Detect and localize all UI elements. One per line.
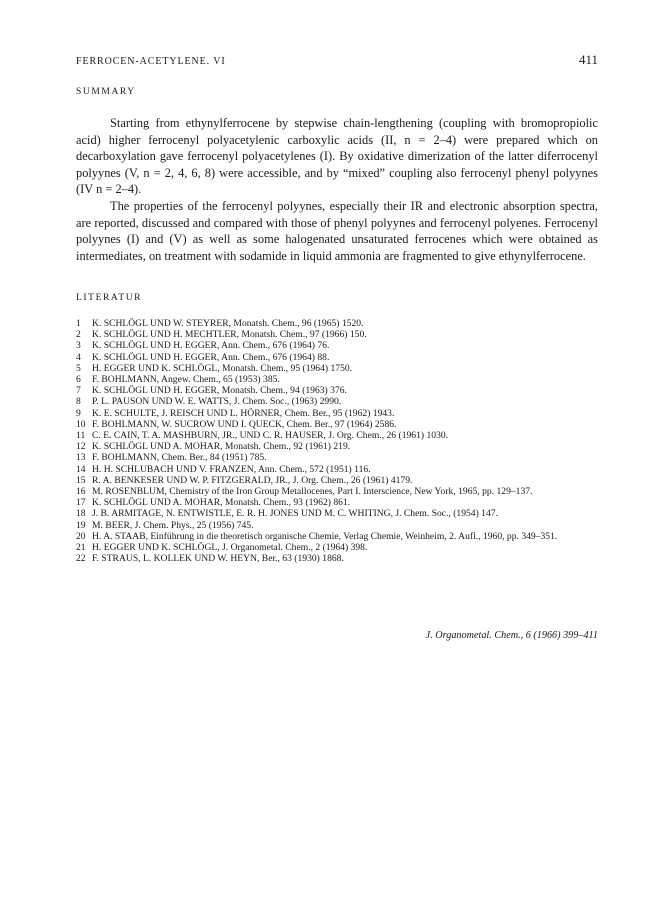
page-number: 411	[578, 52, 598, 67]
reference-text: K. SCHLÖGL UND H. EGGER, Ann. Chem., 676 (1964) 88.	[92, 351, 330, 363]
reference-text: C. E. CAIN, T. A. MASHBURN, JR., UND C. R. HAUSER, J. Org. Chem., 26 (1961) 1030.	[92, 430, 449, 442]
reference-number: 14	[76, 463, 86, 475]
reference-text: H. A. STAAB, Einführung in die theoretisch organische Chemie, Verlag Chemie, Weinheim, 2. Aufl., 1960, pp. 349–351.	[92, 530, 558, 542]
reference-item	[76, 374, 598, 385]
page-header	[76, 52, 598, 68]
reference-item	[76, 508, 598, 519]
reference-number: 15	[76, 474, 86, 486]
reference-item	[76, 419, 598, 430]
reference-item	[76, 464, 598, 475]
reference-number: 16	[76, 486, 86, 498]
reference-item	[76, 486, 598, 497]
reference-number: 1	[76, 318, 81, 329]
reference-item	[76, 452, 598, 463]
reference-number: 3	[76, 340, 81, 352]
summary-heading: SUMMARY	[76, 87, 136, 97]
literature-heading: LITERATUR	[76, 293, 143, 303]
reference-text: H. EGGER UND K. SCHLÖGL, Monatsh. Chem., 95 (1964) 1750.	[92, 362, 353, 374]
reference-number: 18	[76, 508, 86, 520]
reference-number: 9	[76, 407, 81, 419]
reference-number: 11	[76, 430, 86, 442]
reference-number: 21	[76, 542, 86, 554]
running-head: FERROCEN-ACETYLENE. VI	[76, 56, 226, 67]
reference-number: 7	[76, 385, 81, 397]
reference-item	[76, 430, 598, 441]
reference-text: H. H. SCHLUBACH UND V. FRANZEN, Ann. Chem., 572 (1951) 116.	[92, 463, 371, 475]
reference-text: M. ROSENBLUM, Chemistry of the Iron Group Metallocenes, Part I. Interscience, New York, 1965, pp. 129–137.	[92, 486, 533, 498]
reference-text: K. SCHLÖGL UND A. MOHAR, Monatsh. Chem., 92 (1961) 219.	[92, 441, 351, 453]
reference-number: 22	[76, 553, 86, 565]
reference-text: R. A. BENKESER UND W. P. FITZGERALD, JR., J. Org. Chem., 26 (1961) 4179.	[92, 474, 413, 486]
reference-item	[76, 531, 598, 542]
reference-number: 2	[76, 329, 81, 341]
reference-item	[76, 542, 598, 553]
reference-item	[76, 497, 598, 508]
reference-number: 12	[76, 441, 86, 453]
reference-number: 6	[76, 374, 81, 386]
reference-text: F. STRAUS, L. KOLLEK UND W. HEYN, Ber., 63 (1930) 1868.	[92, 553, 344, 565]
reference-item	[76, 385, 598, 396]
reference-number: 13	[76, 452, 86, 464]
reference-text: K. E. SCHULTE, J. REISCH UND L. HÖRNER, Chem. Ber., 95 (1962) 1943.	[92, 407, 395, 419]
reference-item	[76, 396, 598, 407]
reference-item	[76, 520, 598, 531]
reference-number: 10	[76, 418, 86, 430]
summary-paragraph: The properties of the ferrocenyl polyynes, especially their IR and electronic absorption spectra, are reported, discussed and compared with those of phenyl polyynes and ferrocenyl polyenes. Ferrocenyl polyynes (I) and (V) as well as some halogenated unsaturated ferrocenes which were obtained as intermediates, on treatment with sodamide in liquid ammonia are fragmented to give ethynylferrocene.	[76, 198, 598, 263]
reference-text: H. EGGER UND K. SCHLÖGL, J. Organometal. Chem., 2 (1964) 398.	[92, 542, 368, 554]
reference-number: 4	[76, 351, 81, 363]
reference-text: M. BEER, J. Chem. Phys., 25 (1956) 745.	[92, 519, 254, 531]
summary-body	[76, 115, 598, 264]
reference-text: P. L. PAUSON UND W. E. WATTS, J. Chem. Soc., (1963) 2990.	[92, 396, 342, 408]
reference-number: 20	[76, 530, 86, 542]
reference-item	[76, 363, 598, 374]
reference-item	[76, 340, 598, 351]
reference-text: F. BOHLMANN, W. SUCROW UND I. QUECK, Chem. Ber., 97 (1964) 2586.	[92, 418, 397, 430]
reference-text: F. BOHLMANN, Angew. Chem., 65 (1953) 385.	[92, 374, 280, 386]
reference-item	[76, 553, 598, 564]
reference-text: K. SCHLÖGL UND A. MOHAR, Monatsh. Chem., 93 (1962) 861.	[92, 497, 351, 509]
reference-text: K. SCHLÖGL UND W. STEYRER, Monatsh. Chem., 96 (1965) 1520.	[92, 318, 364, 329]
reference-item	[76, 441, 598, 452]
reference-list	[76, 318, 598, 564]
reference-text: K. SCHLÖGL UND H. EGGER, Monatsh. Chem., 94 (1963) 376.	[92, 385, 347, 397]
reference-number: 5	[76, 362, 81, 374]
reference-number: 19	[76, 519, 86, 531]
reference-item	[76, 329, 598, 340]
reference-item	[76, 475, 598, 486]
reference-text: J. B. ARMITAGE, N. ENTWISTLE, E. R. H. JONES UND M. C. WHITING, J. Chem. Soc., (1954) 147.	[92, 508, 498, 520]
reference-number: 8	[76, 396, 81, 408]
reference-text: K. SCHLÖGL UND H. EGGER, Ann. Chem., 676 (1964) 76.	[92, 340, 330, 352]
reference-item	[76, 408, 598, 419]
reference-text: K. SCHLÖGL UND H. MECHTLER, Monatsh. Chem., 97 (1966) 150.	[92, 329, 367, 341]
reference-number: 17	[76, 497, 86, 509]
reference-text: F. BOHLMANN, Chem. Ber., 84 (1951) 785.	[92, 452, 267, 464]
reference-item	[76, 318, 598, 329]
reference-item	[76, 352, 598, 363]
summary-paragraph: Starting from ethynylferrocene by stepwise chain-lengthening (coupling with bromopropiolic acid) higher ferrocenyl polyacetylenic carboxylic acids (II, n = 2–4) were prepared which on decarboxylation gave ferrocenyl polyacetylenes (I). By oxidative dimerization of the latter diferrocenyl polyynes (V, n = 2, 4, 6, 8) were accessible, and by “mixed” coupling also ferrocenyl phenyl polyynes (IV n = 2–4).	[76, 116, 598, 197]
journal-citation: J. Organometal. Chem., 6 (1966) 399–411	[425, 630, 598, 641]
